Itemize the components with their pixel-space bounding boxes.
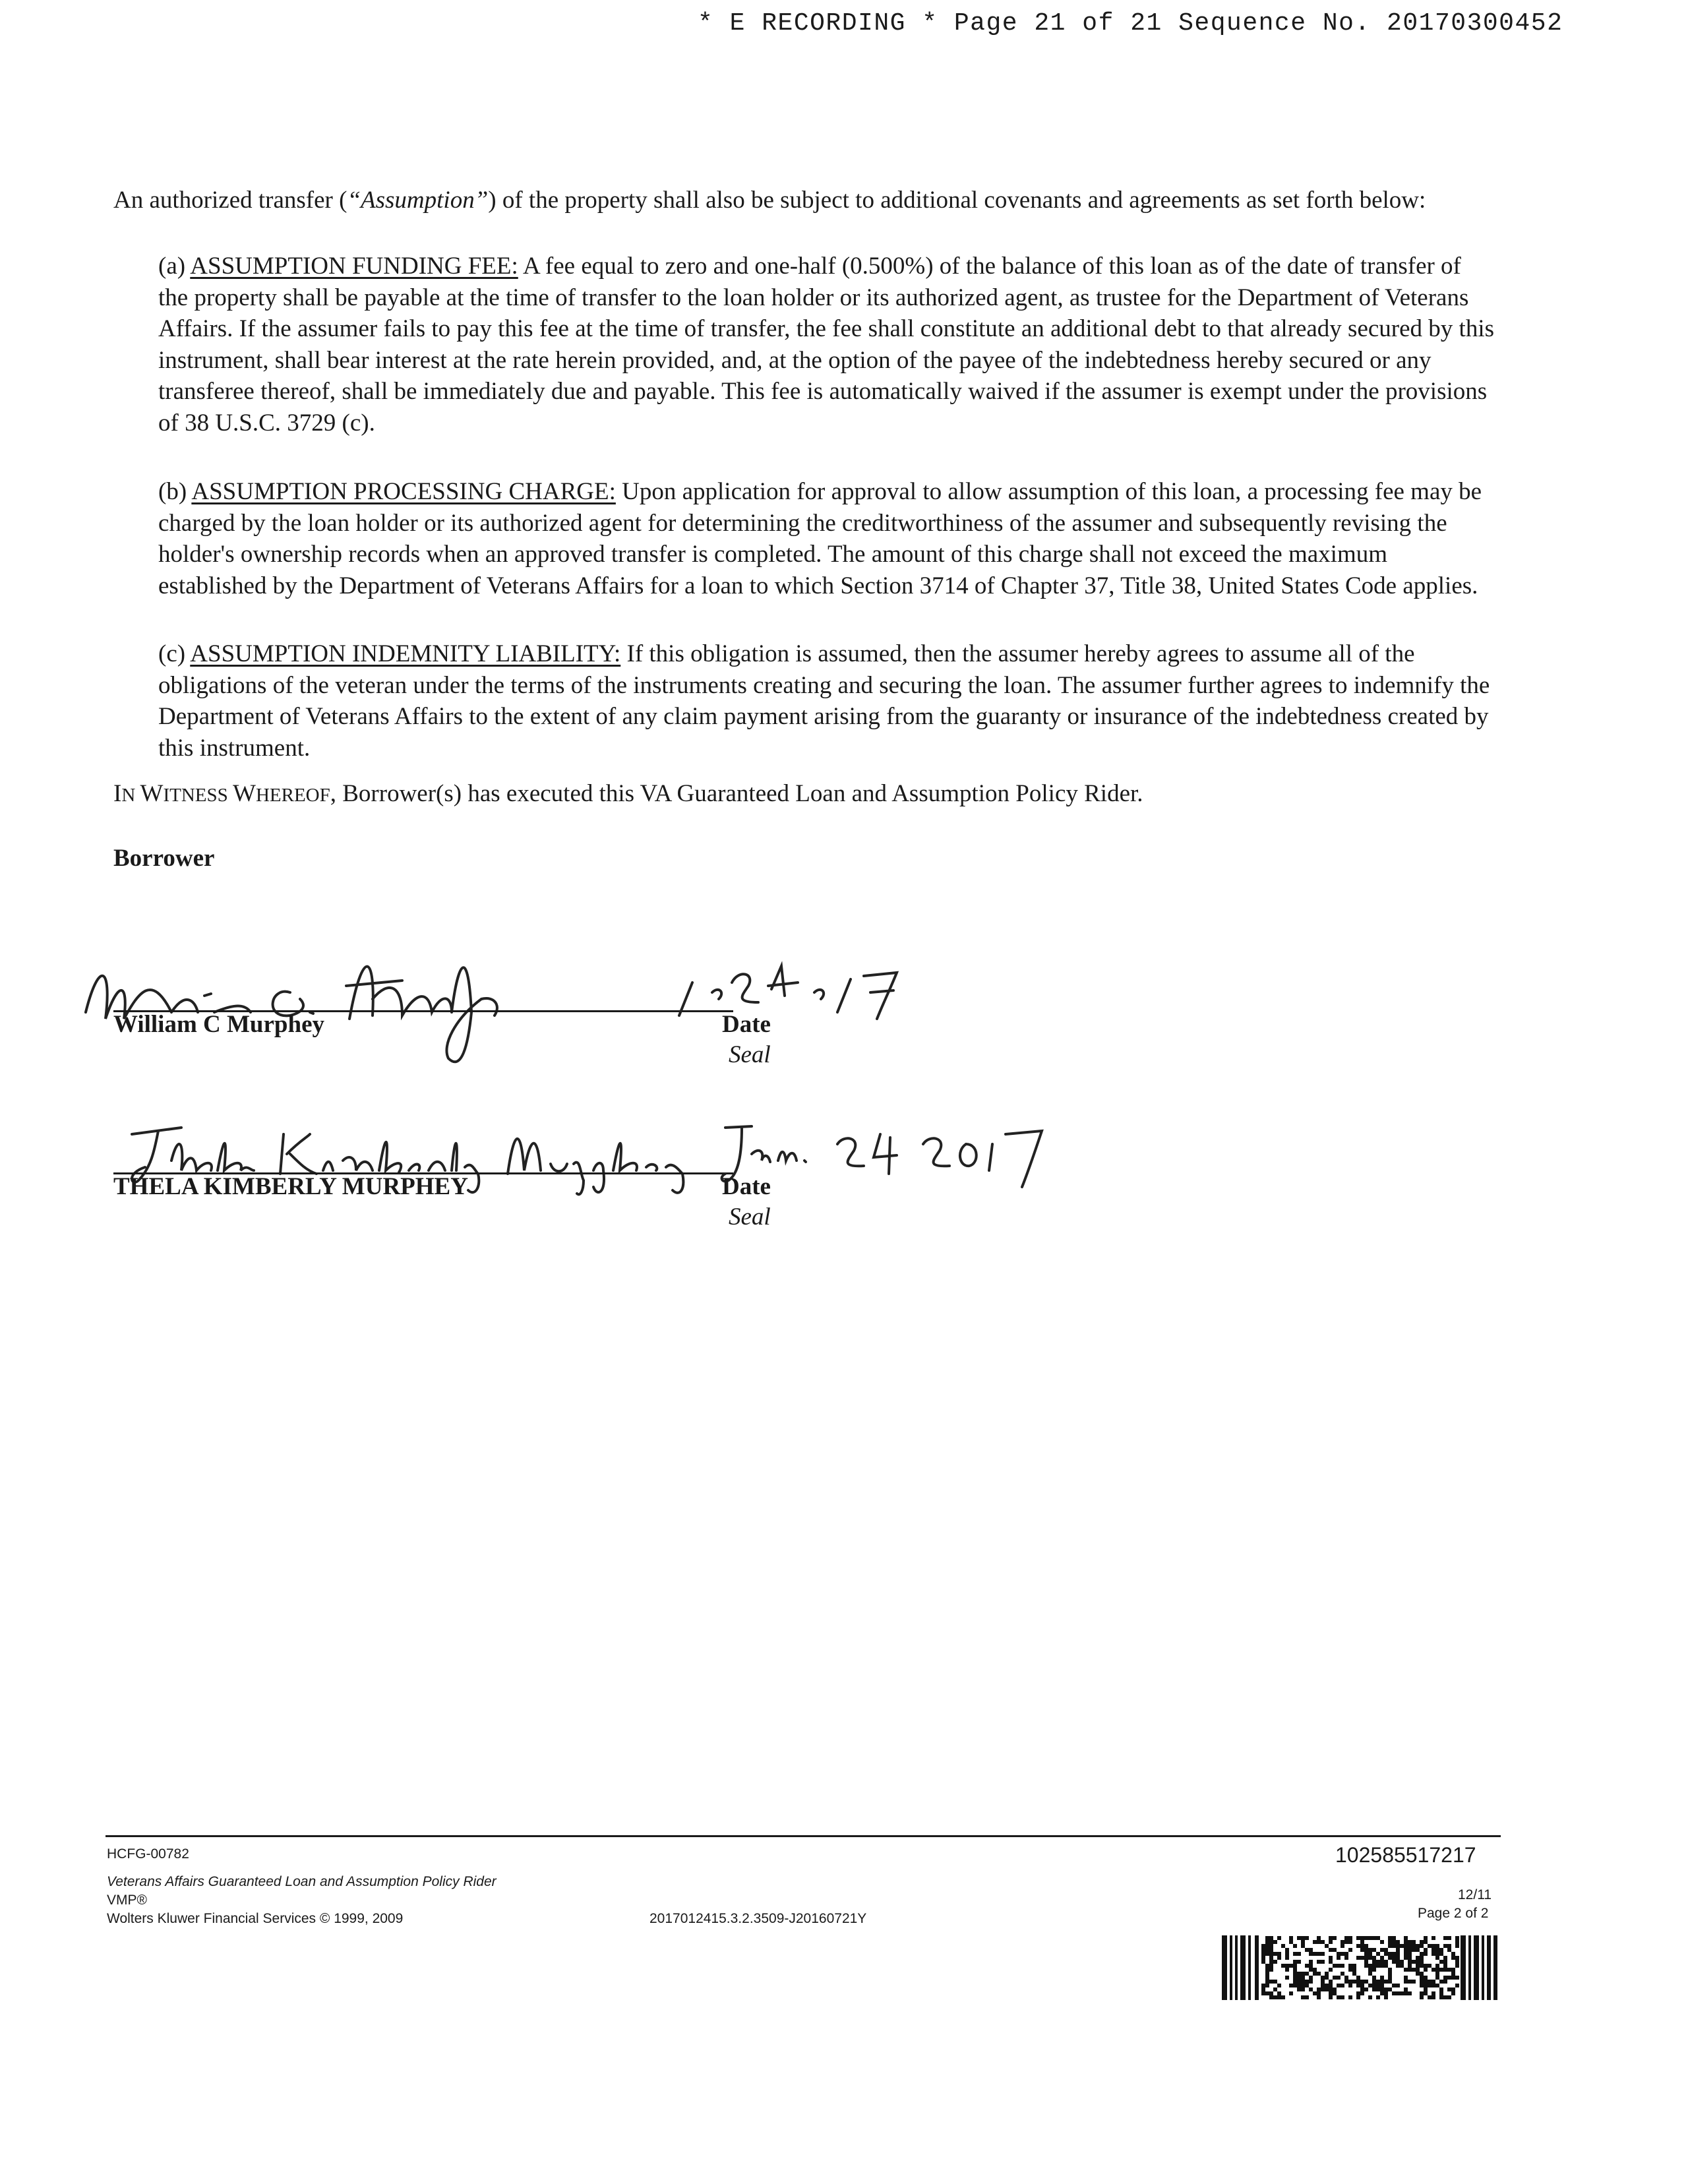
- intro-before: An authorized transfer (: [113, 187, 347, 214]
- document-code: 2017012415.3.2.3509-J20160721Y: [649, 1911, 867, 1926]
- witness-in-rest: N: [121, 785, 140, 806]
- publisher-line: Wolters Kluwer Financial Services © 1999, 2009: [107, 1911, 404, 1926]
- date-label-2: Date: [722, 1173, 771, 1200]
- loan-number: 102585517217: [1335, 1843, 1476, 1867]
- clause-a-marker: (a): [158, 253, 191, 280]
- clause-b-text: Upon application for approval to allow assumption of this loan, a processing fee may be charged by the loan holder or its authorized agent for determining the creditworthiness of the assumer and subsequently revising the holder's ownership records when an approved transfer is completed. The amount of this charge shall not exceed the maximum established by the Department of Veterans Affairs for a loan to which Section 3714 of Chapter 37, Title 38, United States Code applies.: [158, 478, 1482, 599]
- form-title: Veterans Affairs Guaranteed Loan and Assumption Policy Rider: [107, 1874, 497, 1889]
- clause-funding-fee: [158, 251, 1497, 439]
- seal-label-2: Seal: [729, 1203, 771, 1230]
- witness-text: , Borrower(s) has executed this VA Guaranteed Loan and Assumption Policy Rider.: [330, 780, 1143, 807]
- borrower-heading: Borrower: [113, 845, 215, 872]
- form-revision: 12/11: [1458, 1887, 1492, 1902]
- assumption-term: “Assumption”: [347, 187, 489, 214]
- intro-paragraph: [113, 185, 1495, 216]
- recording-header: * E RECORDING * Page 21 of 21 Sequence No. 20170300452: [698, 9, 1563, 38]
- handwritten-signature-1: [73, 920, 600, 1078]
- handwritten-date-1: [666, 956, 930, 1022]
- intro-after: ) of the property shall also be subject to additional covenants and agreements as set forth below:: [488, 187, 1426, 214]
- page-indicator: Page 2 of 2: [1418, 1906, 1489, 1921]
- date-label-1: Date: [722, 1011, 771, 1038]
- pdf417-barcode-icon: [1222, 1935, 1499, 2000]
- whereof-cap: W: [233, 780, 256, 807]
- witness-cap: W: [140, 780, 164, 807]
- witness-statement: [113, 779, 1143, 808]
- clause-a-text: A fee equal to zero and one-half (0.500%) of the balance of this loan as of the date of transfer of the property shall be payable at the time of transfer to the loan holder or its authorized agent, as trustee for the Department of Veterans Affairs. If the assumer fails to pay this fee at the time of transfer, the fee shall constitute an additional debt to that already secured by this instrument, shall bear interest at the rate herein provided, and, at the option of the payee of the indebtedness hereby secured or any transferee thereof, shall be immediately due and payable. This fee is automatically waived if the assumer is exempt under the provisions of 38 U.S.C. 3729 (c).: [158, 253, 1495, 437]
- footer-rule: [106, 1835, 1501, 1837]
- printed-name-2: THELA KIMBERLY MURPHEY: [113, 1173, 468, 1200]
- clause-b-heading: ASSUMPTION PROCESSING CHARGE:: [191, 478, 616, 505]
- clause-c-marker: (c): [158, 640, 191, 667]
- form-code: HCFG-00782: [107, 1846, 189, 1862]
- clause-c-text: If this obligation is assumed, then the assumer hereby agrees to assume all of the obligations of the veteran under the terms of the instruments creating and securing the loan. The assumer further agrees to indemnify the Department of Veterans Affairs to the extent of any claim payment arising from the guaranty or insurance of the indebtedness created by this instrument.: [158, 640, 1490, 762]
- vmp-mark: VMP®: [107, 1893, 147, 1908]
- clause-a-heading: ASSUMPTION FUNDING FEE:: [190, 253, 518, 280]
- clause-indemnity-liability: [158, 638, 1497, 764]
- clause-b-marker: (b): [158, 478, 192, 505]
- whereof-rest: HEREOF: [255, 785, 330, 806]
- clause-processing-charge: [158, 476, 1497, 601]
- witness-in-cap: I: [113, 780, 122, 807]
- clause-c-heading: ASSUMPTION INDEMNITY LIABILITY:: [190, 640, 621, 667]
- printed-name-1: William C Murphey: [113, 1011, 324, 1038]
- witness-rest: ITNESS: [163, 785, 233, 806]
- seal-label-1: Seal: [729, 1041, 771, 1068]
